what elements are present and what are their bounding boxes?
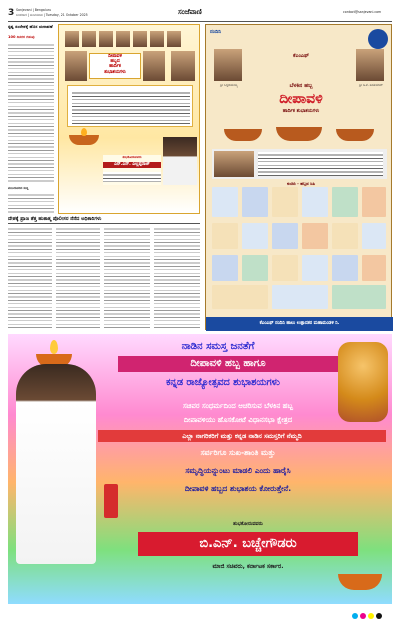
person-name-2: ಶ್ರೀ ಡಿ.ಕೆ. ಶಿವಕುಮಾರ್	[359, 83, 383, 87]
sponsor-details	[103, 172, 161, 182]
yellow-dot-icon	[368, 613, 374, 619]
nandini-logo: ನಂದಿನಿ	[210, 29, 222, 35]
product-pack-21	[332, 285, 386, 309]
header-date: ಸಂಜೆವಾಣಿ | ಮಂಗಳವಾರ | Tuesday, 21 October 2025	[16, 12, 88, 17]
greeting-line-4: ಶುಭಾಶಯಗಳು	[104, 69, 126, 75]
leader-photo-5	[133, 31, 147, 47]
ad-line-5: ದೀಪಾವಳಿಯು ಹೊಸಕೋಟೆ ವಿಧಾನಸಭಾ ಕ್ಷೇತ್ರದ	[183, 416, 293, 424]
product-pack-9	[272, 223, 298, 249]
diya-lamp-icon-1	[224, 129, 262, 141]
article-column-4	[154, 226, 200, 328]
ad-line-3: ಕನ್ನಡ ರಾಜ್ಯೋತ್ಸವದ ಶುಭಾಶಯಗಳು	[166, 377, 280, 388]
product-pack-18	[362, 255, 386, 281]
ad-line-8: ಸಮೃದ್ಧಿಯನ್ನುಂಟು ಮಾಡಲಿ ಎಂದು ಹಾರೈಸಿ	[185, 466, 291, 475]
ad-line-2: ದೀಪಾವಳಿ ಹಬ್ಬ ಹಾಗೂ	[118, 356, 338, 372]
cyan-dot-icon	[352, 613, 358, 619]
ad-line-7: ಸರ್ವರಿಗೂ ಸುಖ-ಶಾಂತಿ ಮತ್ತು	[200, 448, 276, 457]
person-name-1: ಶ್ರೀ ಸಿದ್ದರಾಮಯ್ಯ	[220, 83, 238, 87]
diya-lamp-icon-3	[336, 129, 374, 141]
product-pack-14	[242, 255, 268, 281]
product-pack-7	[212, 223, 238, 249]
greeting-line-3: ಹಾರ್ದಿಕ	[109, 64, 121, 70]
product-pack-6	[362, 187, 386, 217]
left-body-text	[8, 42, 54, 182]
product-pack-5	[332, 187, 358, 217]
article-column-3	[104, 226, 150, 328]
page-number: 3	[8, 8, 15, 18]
product-pack-10	[302, 223, 328, 249]
sponsor-box	[103, 155, 161, 185]
product-pack-20	[272, 285, 328, 309]
masthead-logo: ಸಂಜೆವಾಣಿ	[178, 8, 202, 16]
nandini-ad	[205, 24, 392, 330]
print-color-marks	[352, 612, 392, 620]
diya-lamp-icon-2	[276, 127, 322, 141]
news-article	[8, 216, 200, 330]
big-greeting-ad	[8, 334, 392, 604]
mid-greeting-ad	[58, 24, 200, 214]
festival-line-3: ಹಾರ್ದಿಕ ಶುಭಾಶಯಗಳು	[282, 109, 320, 114]
diya-flame-icon	[81, 128, 87, 136]
festival-line-2: ದೀಪಾವಳಿ	[279, 91, 323, 107]
leader-photo-row	[65, 31, 195, 47]
diya-bottom-right-icon	[338, 574, 382, 590]
page-header	[8, 8, 392, 22]
leader-photo-large-mid	[143, 51, 165, 81]
leader-photo-large-right	[171, 51, 195, 81]
article-column-2	[56, 226, 100, 328]
left-body-text-2	[8, 192, 54, 214]
greeting-message-lines	[72, 90, 190, 124]
left-subtitle: 100 ದಿನಗಳ ಗಡುವು	[8, 35, 35, 39]
article-column-1	[8, 226, 52, 328]
product-grid	[212, 187, 387, 311]
sponsor-photo	[163, 137, 197, 185]
product-pack-16	[302, 255, 328, 281]
product-pack-8	[242, 223, 268, 249]
leader-photo-6	[150, 31, 164, 47]
kmf-footer: ಕೆಎಂಎಫ್ ನಂದಿನಿ ಹಾಲು ಉತ್ಪಾದಕರ ಮಹಾಮಂಡಳಿ ನಿ.	[206, 317, 393, 331]
product-pack-15	[272, 255, 298, 281]
greeting-line-2: ಹಬ್ಬದ	[110, 59, 120, 65]
leader-photo-7	[167, 31, 181, 47]
product-pack-2	[242, 187, 268, 217]
left-column	[8, 24, 55, 214]
diya-row	[214, 121, 384, 143]
product-pack-3	[272, 187, 298, 217]
ad-line-1: ನಾಡಿನ ಸಮಸ್ತ ಜನತೆಗೆ	[181, 341, 255, 352]
nandini-emblem-icon	[368, 29, 388, 49]
left-headline: ಸ್ಪಷ್ಟ ಸಂದೇಶಕ್ಕೆ ಹೊಸ ಚುನಾವಣೆ	[8, 24, 53, 29]
ad-line-6: ಎಲ್ಲಾ ನಾಗರಿಕರಿಗೆ ಮತ್ತು ಕನ್ನಡ ನಾಡಿನ ಸಮಸ್ತರಿಗೆ ನೆಮ್ಮದಿ	[98, 430, 386, 442]
leader-photo-3	[99, 31, 113, 47]
diya-flame-top-left	[50, 340, 58, 354]
greeting-box	[89, 53, 141, 79]
greeting-line-1: ದೀಪಾವಳಿ	[108, 54, 122, 59]
person-photo-1	[214, 49, 242, 81]
person-portrait	[16, 364, 96, 564]
festival-line-1: ಬೆಳಕಿನ ಹಬ್ಬ	[289, 83, 313, 89]
product-pack-19	[212, 285, 268, 309]
event-photos	[212, 149, 387, 179]
sponsor-label-big: ಶುಭಕೋರುವವರು	[233, 521, 263, 527]
leader-photo-4	[116, 31, 130, 47]
black-dot-icon	[376, 613, 382, 619]
article-headline: ದೇಶಕ್ಕೆ ಪ್ರಾಣ ತೆತ್ತ ಹುತಾತ್ಮ ಪೊಲೀಸರ ನೆನೆದ ಅಧಿಕಾರಿಗಳು	[8, 216, 200, 224]
sponsor-name-big: ಬಿ.ಎನ್. ಬಚ್ಚೇಗೌಡರು	[138, 532, 358, 556]
greeting-text-block	[67, 85, 193, 127]
product-pack-12	[362, 223, 386, 249]
ad-line-4: ಸಚಿವರ ಸಂಧರ್ಮದಿಂದ ಆಚರಿಸುವ ಬೆಳಕಿನ ಹಬ್ಬ	[182, 402, 294, 410]
product-pack-11	[332, 223, 358, 249]
product-pack-17	[332, 255, 358, 281]
magenta-dot-icon	[360, 613, 366, 619]
header-left-text: Sanjevani | Bengaluru	[16, 8, 52, 12]
diya-lamp-icon	[69, 135, 99, 145]
leader-photo-1	[65, 31, 79, 47]
left-continued: ಮುಂದುವರಿದ ಸುದ್ದಿ	[8, 186, 29, 190]
product-pack-1	[212, 187, 238, 217]
products-title: ನಂದಿನಿ - ಹಬ್ಬದ ಸಿಹಿ	[286, 181, 316, 186]
product-pack-13	[212, 255, 238, 281]
person-photo-2	[356, 49, 384, 81]
product-pack-4	[302, 187, 328, 217]
ad-line-9: ದೀಪಾವಳಿ ಹಬ್ಬದ ಶುಭಾಶಯ ಕೋರುತ್ತೇನೆ.	[184, 484, 292, 493]
event-photo-1	[214, 151, 254, 177]
header-right-text: contact@sanjevani.com	[343, 10, 382, 14]
kmf-title: ಕೆಎಂಎಫ್	[293, 53, 309, 59]
sponsor-name: ಎನ್.ಎನ್. ಎಲ್ಲಪ್ಪರಾಜ್	[103, 162, 161, 168]
leader-photo-large-left	[65, 51, 87, 81]
leader-photo-2	[82, 31, 96, 47]
sponsor-label: ಶುಭಕೋರುವವರು	[122, 155, 142, 159]
sponsor-title-big: ಮಾಜಿ ಸಚಿವರು, ಕರ್ನಾಟಕ ಸರ್ಕಾರ.	[212, 563, 284, 570]
event-caption-lines	[258, 152, 383, 176]
